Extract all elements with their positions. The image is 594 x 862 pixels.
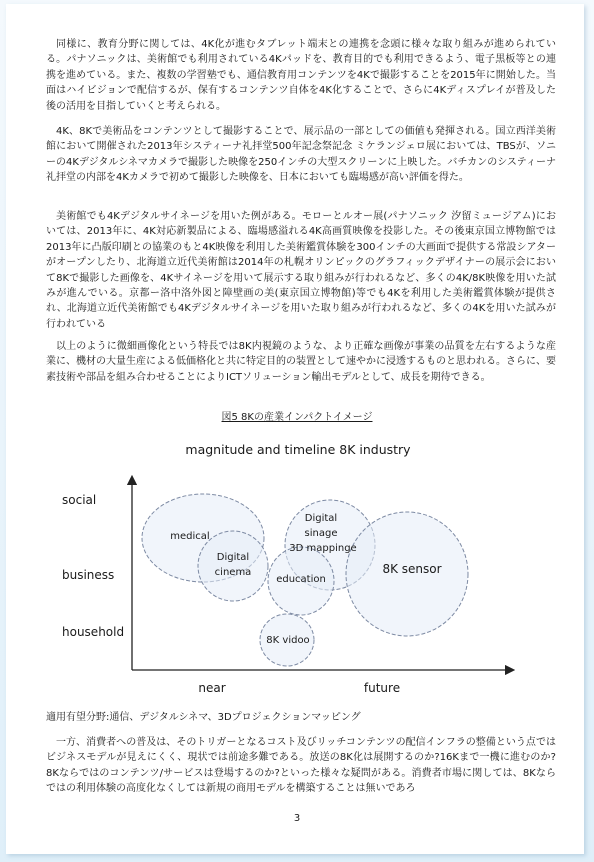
bubble-label-education: education [276,574,326,585]
y-label-household: household [62,625,125,639]
industry-impact-figure [40,430,560,702]
paragraph-summary: 以上のように微細画像化という特長では8K内視鏡のような、より正確な画像が事業の品質を左右するような産業に、機材の大量生産による低価格化と共に特定目的の装置として速やかに浸透するものと思われる。さらに、要素技術や部品を組み合わせることによりICTソリューション輸出モデルとして、成長を期待できる。 [46,341,556,383]
bubble-label-8k-sensor: 8K sensor [382,562,442,576]
y-label-social: social [62,493,97,507]
x-label-future: future [363,681,401,695]
bubble-label-digital-cinema-line2: cinema [214,567,252,578]
paragraph-museum-signage: 美術館でも4Kデジタルサイネージを用いた例がある。モローとルオー展(パナソニック 汐留ミュージアム)においては、2013年に、4K対応新製品による、臨場感溢れる4K高画質映像を投影した。その後東京国立博物館では2013年に凸版印刷との協業のもと4K映像を利用した美術鑑賞体験を300インチの大画面で提供する常設シアターがオープンしたり、北海道立近代美術館は2014年の札幌オリンピックのグラフィックデザイナーの展示会において8Kで撮影した画像を、4Kサイネージを用いて展示する取り組みが行われるなど、多くの4K/8K映像を用いた試みが進んでいる。京都ー洛中洛外図と障壁画の美(東京国立博物館)等でも4Kを利用した美術鑑賞体験が提供され、北海道立近代美術館でも4Kデジタルサイネージを用いた取り組みが行われるなど、多くの4Kを用いた試みが行われている [46,211,556,330]
paragraph-education: 同様に、教育分野に関しては、4K化が進むタブレット端末との連携を念頭に様々な取り組みが進められている。パナソニックは、美術館でも利用されている4Kパッドを、教育目的でも利用できるよう、電子黒板等との連携を進めている。また、複数の学習塾でも、通信教育用コンテンツを4Kで撮影することを2015年に開始した。当面はハイビジョンで配信するが、保有するコンテンツ自体を4K化することで、さらに4Kディスプレイが普及した後の活用を目指していくと考えられる。 [46,39,556,112]
bubble-label-signage-line3: 3D mappinge [289,543,357,554]
paragraph-art-content: 4K、8Kで美術品をコンテンツとして撮影することで、展示品の一部としての価値も発揮される。国立西洋美術館において開催された2013年システィーナ礼拝堂500年記念祭記念 ミケランジェロ展においては、TBSが、ソニーの4Kデジタルシネマカメラで撮影した映像を250インチの大型スクリーンに上映した。バチカンのシスティーナ礼拝堂の内部を4Kカメラで初めて撮影した映像を、日本においても臨場感が高い評価を得た。 [46,126,556,184]
paragraph-consumer: 一方、消費者への普及は、そのトリガーとなるコスト及びリッチコンテンツの配信インフラの整備という点ではビジネスモデルが見えにくく、現状では前途多難である。放送の8K化は展開するのか?16Kまで一機に進むのか?8Kならではのコンテンツ/サービスは登場するのか?といった様々な疑問がある。消費者市場に関しては、8Kならではの利用体験の高度化なくしては新規の商用モデルを構築することは無いであろ [46,737,556,795]
application-note: 適用有望分野:通信、デジタルシネマ、3Dプロジェクションマッピング [46,712,361,723]
bubble-label-digital-cinema-line1: Digital [216,552,250,563]
x-label-near: near [198,681,226,695]
page-number: 3 [293,813,301,824]
figure-title: magnitude and timeline 8K industry [185,442,411,457]
bubble-label-signage-line2: sinage [304,528,338,539]
bubble-label-signage-line1: Digital [304,513,338,524]
bubble-label-8k-video: 8K vidoo [266,635,310,646]
bubble-label-medical: medical [170,531,210,542]
figure-caption: 図5 8Kの産業インパクトイメージ [221,412,373,423]
y-label-business: business [62,568,115,582]
